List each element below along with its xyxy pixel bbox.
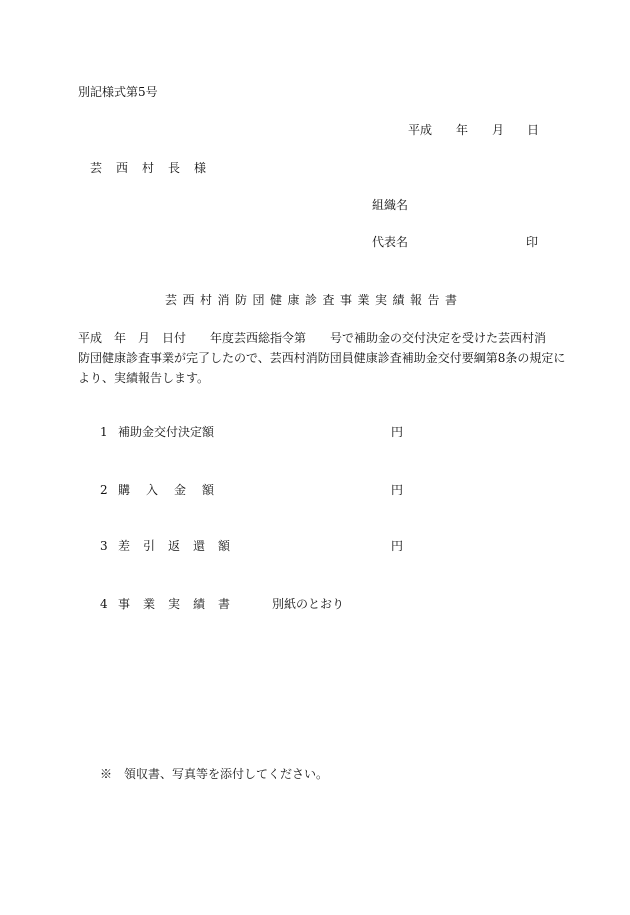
body-line-3: より、実績報告します。 [78,371,210,385]
representative-label: 代表名 [372,235,409,249]
body-line-1: 平成 年 月 日付 年度芸西総指令第 号で補助金の交付決定を受けた芸西村消 [78,331,547,345]
item-value-see-attachment: 別紙のとおり [272,597,345,611]
item-label-purchase-amount: 購入金額 [118,483,231,497]
item-number: 2 [100,483,108,497]
item-number: 4 [100,597,108,611]
item-unit: 円 [391,539,404,553]
item-label-project-report: 事業実績書 [118,597,244,611]
item-label-refund-amount: 差引返還額 [118,539,244,553]
item-number: 3 [100,539,108,553]
date-era: 平成 [408,123,433,137]
seal-label: 印 [526,235,539,249]
item-unit: 円 [391,425,404,439]
item-unit: 円 [391,483,404,497]
item-label-grant-amount: 補助金交付決定額 [118,425,215,439]
date-day-unit: 日 [527,123,540,137]
date-year-unit: 年 [456,123,469,137]
addressee: 芸西村長様 [90,161,221,175]
form-number: 別記様式第5号 [78,85,158,99]
organization-label: 組織名 [372,198,409,212]
body-line-2: 防団健康診査事業が完了したので、芸西村消防団員健康診査補助金交付要綱第8条の規定に [78,351,566,365]
document-title: 芸西村消防団健康診査事業実績報告書 [165,293,463,307]
attachment-note: ※ 領収書、写真等を添付してください。 [100,767,329,781]
date-month-unit: 月 [492,123,505,137]
item-number: 1 [100,425,108,439]
date-line [408,122,540,202]
